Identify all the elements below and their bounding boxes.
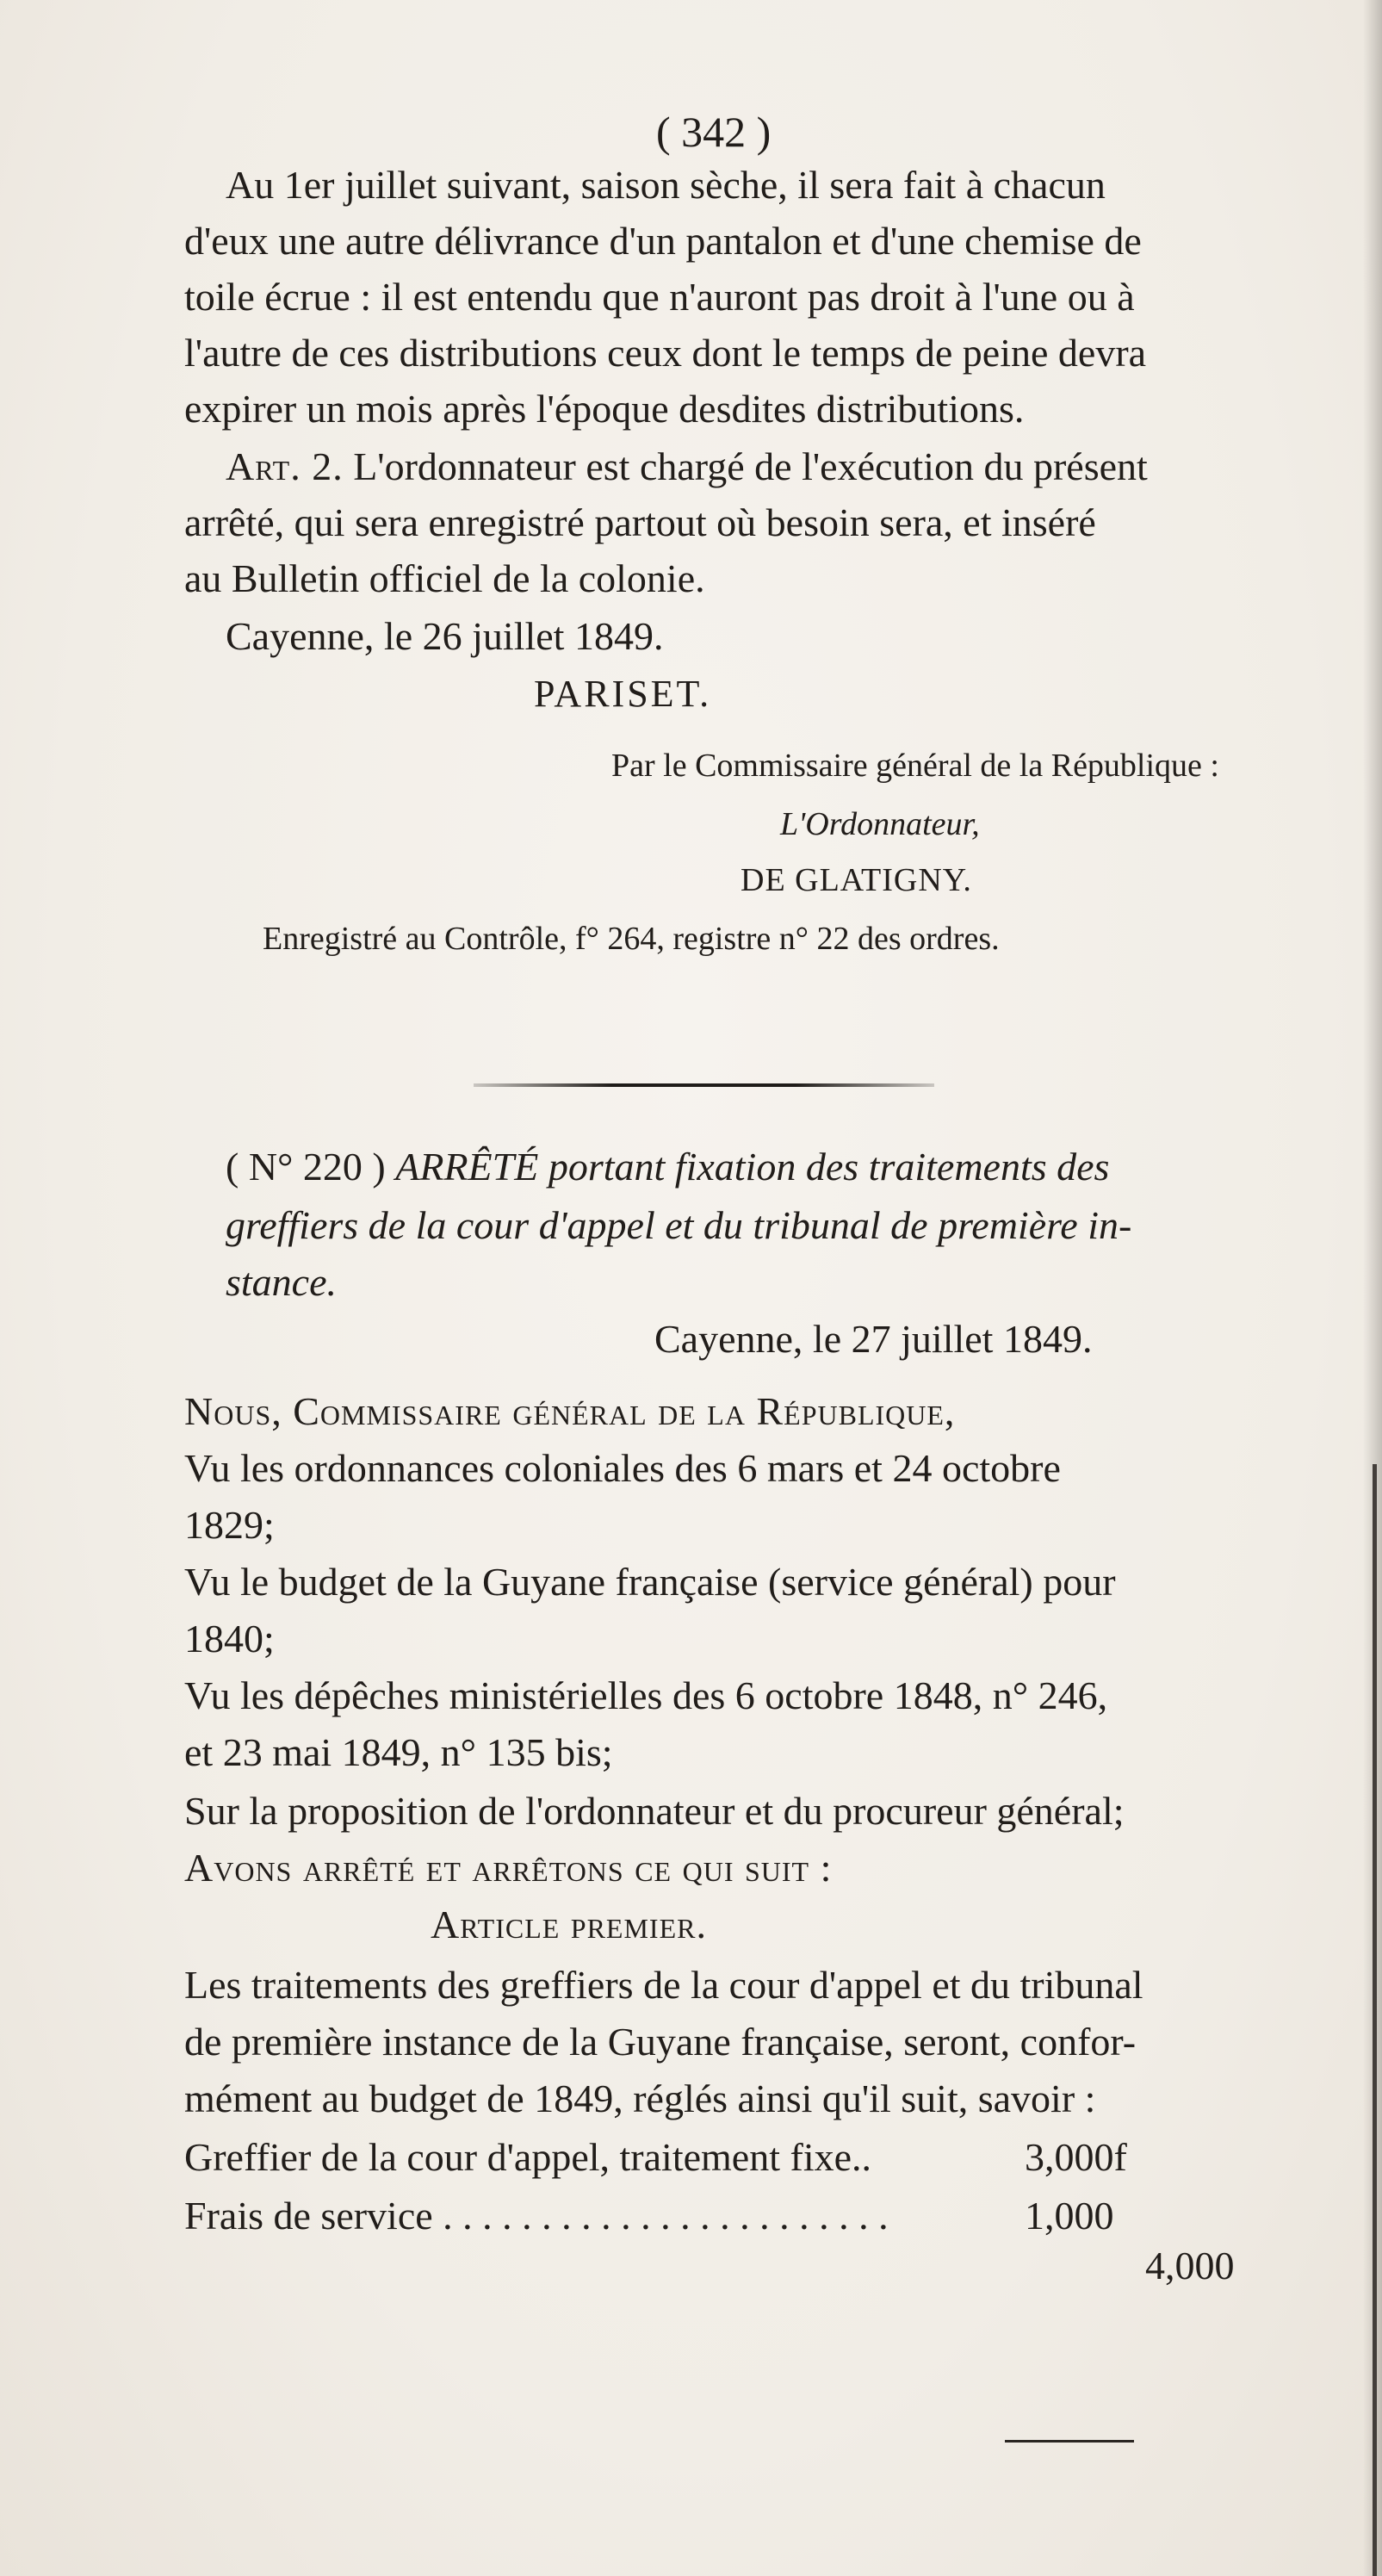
frais-amount: 1,000 xyxy=(1025,2194,1114,2238)
text-span: L'ordonnateur est chargé de l'exécution du présent xyxy=(353,444,1148,488)
text-line: mément au budget de 1849, réglés ainsi qu'il suit, savoir : xyxy=(184,2076,1096,2120)
arrete-title-line-2: greffiers de la cour d'appel et du tribunal de première in- xyxy=(226,1203,1132,1247)
registration-note: Enregistré au Contrôle, f° 264, registre n° 22 des ordres. xyxy=(263,921,1000,957)
text-line: arrêté, qui sera enregistré partout où besoin sera, et inséré xyxy=(184,500,1096,544)
text-line: Au 1er juillet suivant, saison sèche, il sera fait à chacun xyxy=(226,163,1106,207)
vu-line: 1840; xyxy=(184,1617,275,1660)
arrete-title-line-1 xyxy=(226,1144,1109,1190)
total-dash xyxy=(1005,2440,1134,2443)
text-line: de première instance de la Guyane française, seront, confor- xyxy=(184,2020,1137,2064)
frais-line: Frais de service . . . . . . . . . . . . . . . . . . . . . . . xyxy=(184,2194,889,2238)
section-divider xyxy=(474,1083,934,1087)
greffier-amount: 3,000f xyxy=(1025,2135,1127,2179)
text-line: l'autre de ces distributions ceux dont le temps de peine devra xyxy=(184,331,1147,375)
vu-line: 1829; xyxy=(184,1503,275,1547)
article-2-paragraph xyxy=(226,444,1148,490)
text-line: expirer un mois après l'époque desdites distributions. xyxy=(184,387,1025,431)
signature-name: PARISET. xyxy=(534,673,712,715)
date-line: Cayenne, le 26 juillet 1849. xyxy=(226,614,664,658)
avons-text: Avons arrêté et arrêtons ce qui suit : xyxy=(184,1846,833,1890)
vu-line: Vu les dépêches ministérielles des 6 octobre 1848, n° 246, xyxy=(184,1673,1108,1717)
vu-line: et 23 mai 1849, n° 135 bis; xyxy=(184,1730,613,1774)
arrete-number: ( N° 220 ) xyxy=(226,1145,386,1189)
text-line: au Bulletin officiel de la colonie. xyxy=(184,556,705,600)
avons-line xyxy=(184,1845,832,1891)
text-line: toile écrue : il est entendu que n'auront pas droit à l'une ou à xyxy=(184,275,1135,319)
vu-line: Vu le budget de la Guyane française (service général) pour xyxy=(184,1560,1116,1604)
nous-line: Nous, Commissaire général de la République, xyxy=(184,1389,956,1433)
par-le-line: Par le Commissaire général de la République : xyxy=(611,748,1219,784)
date-line: Cayenne, le 27 juillet 1849. xyxy=(654,1317,1093,1361)
article-heading: Article premier. xyxy=(431,1903,707,1946)
greffier-line: Greffier de la cour d'appel, traitement fixe.. xyxy=(184,2135,872,2179)
article-2-label: Art. 2. xyxy=(226,444,344,488)
arrete-title-line-3: stance. xyxy=(226,1260,338,1304)
total-amount: 4,000 xyxy=(1145,2244,1235,2287)
arrete-title: ARRÊTÉ portant fixation des traitements des xyxy=(395,1145,1110,1189)
page-binding-edge xyxy=(1373,1464,1377,2576)
vu-line: Vu les ordonnances coloniales des 6 mars et 24 octobre xyxy=(184,1446,1061,1490)
sur-line: Sur la proposition de l'ordonnateur et du procureur général; xyxy=(184,1789,1125,1833)
glatigny-line: DE GLATIGNY. xyxy=(741,862,972,898)
ordonnateur-line: L'Ordonnateur, xyxy=(780,806,980,842)
page-number: ( 342 ) xyxy=(656,108,772,156)
text-line: Les traitements des greffiers de la cour d'appel et du tribunal xyxy=(184,1963,1143,2007)
text-line: d'eux une autre délivrance d'un pantalon et d'une chemise de xyxy=(184,219,1142,263)
